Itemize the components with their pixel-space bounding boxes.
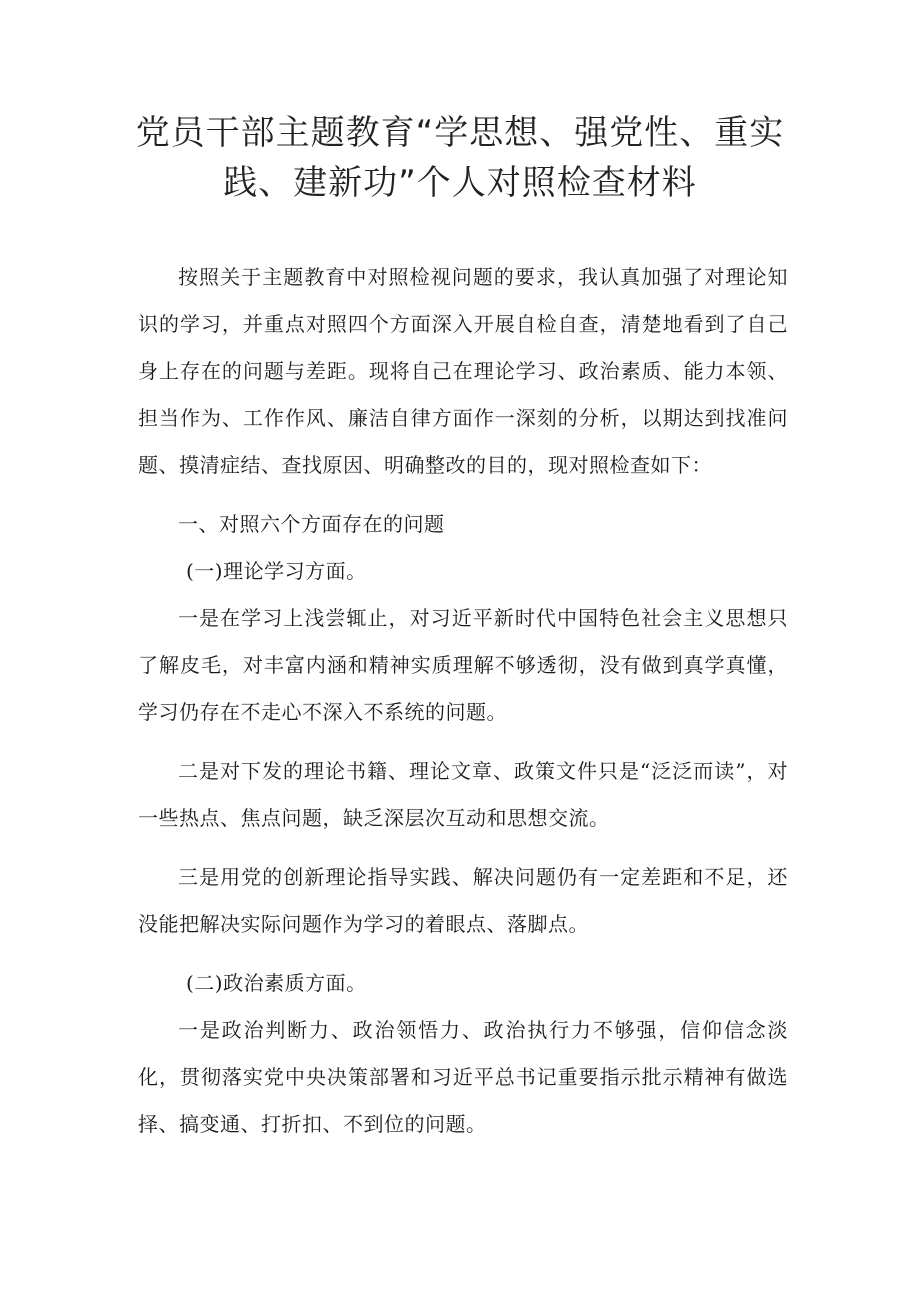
- document-body: [138, 254, 788, 1160]
- document-title: [120, 108, 800, 208]
- theory-point-3: 三是用党的创新理论指导实践、解决问题仍有一定差距和不足，还没能把解决实际问题作为学习的着眼点、落脚点。: [138, 865, 788, 936]
- political-point-1: 一是政治判断力、政治领悟力、政治执行力不够强，信仰信念淡化，贯彻落实党中央决策部署和习近平总书记重要指示批示精神有做选择、搞变通、打折扣、不到位的问题。: [138, 1018, 788, 1136]
- theory-point-1: 一是在学习上浅尝辄止，对习近平新时代中国特色社会主义思想只了解皮毛，对丰富内涵和精神实质理解不够透彻，没有做到真学真懂，学习仍存在不走心不深入不系统的问题。: [138, 606, 788, 724]
- intro-paragraph: 按照关于主题教育中对照检视问题的要求，我认真加强了对理论知识的学习，并重点对照四个方面深入开展自检自查，清楚地看到了自己身上存在的问题与差距。现将自己在理论学习、政治素质、能力本领、担当作为、工作作风、廉洁自律方面作一深刻的分析，以期达到找准问题、摸清症结、查找原因、明确整改的目的，现对照检查如下：: [138, 265, 788, 477]
- title-line-1: 党员干部主题教育“学思想、强党性、重实: [135, 113, 785, 153]
- subsection-heading-political: (二)政治素质方面。: [186, 971, 367, 995]
- subsection-heading-theory: (一)理论学习方面。: [186, 559, 367, 583]
- section-heading-1: 一、对照六个方面存在的问题: [178, 512, 445, 536]
- title-line-2: 践、建新功”个人对照检查材料: [223, 163, 697, 203]
- theory-point-2: 二是对下发的理论书籍、理论文章、政策文件只是“泛泛而读”，对一些热点、焦点问题，缺乏深层次互动和思想交流。: [138, 759, 788, 830]
